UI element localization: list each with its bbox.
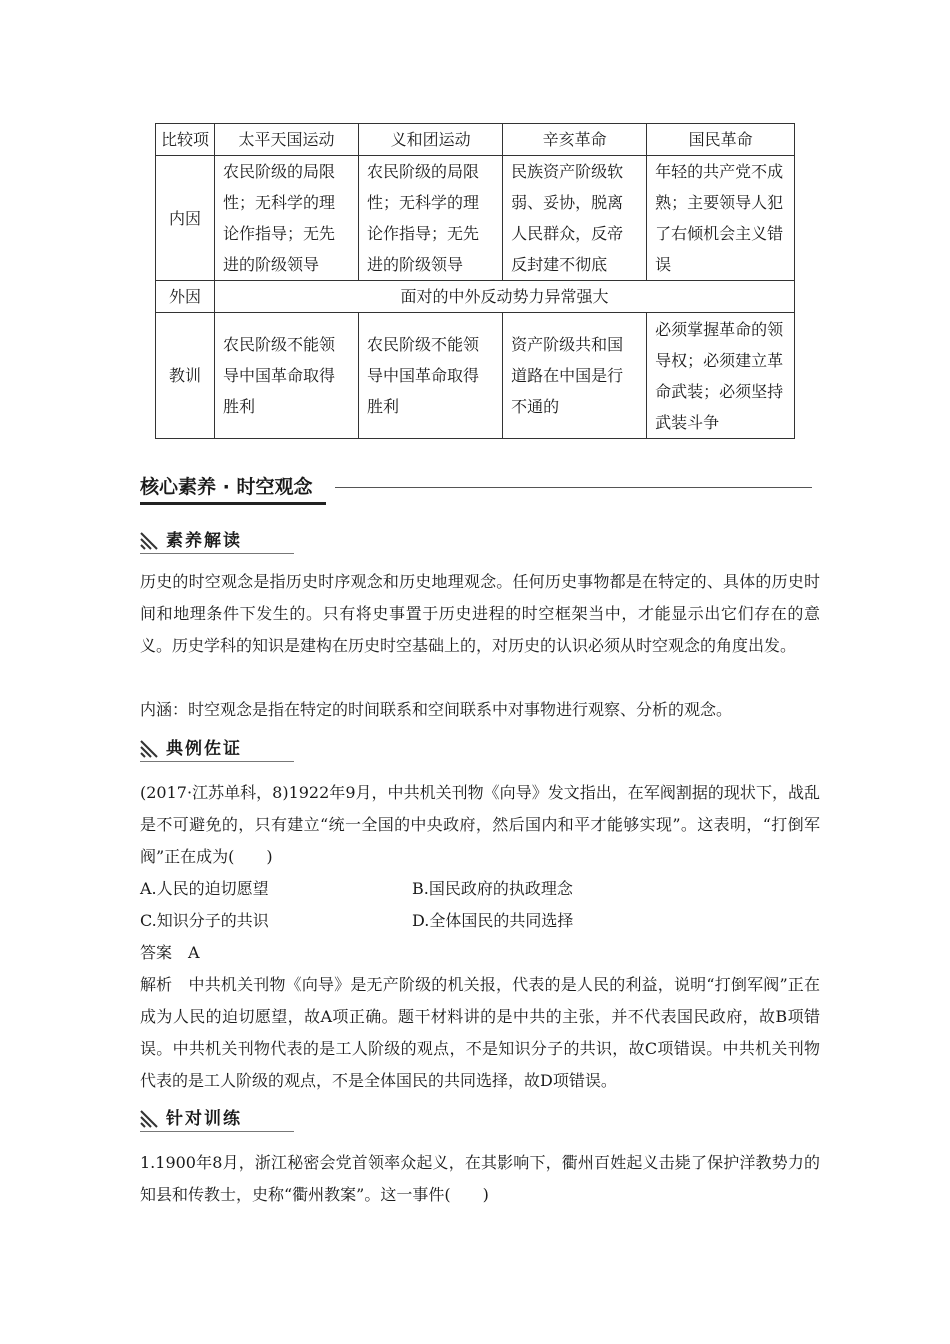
core-literacy-heading [140,474,812,504]
header-cell: 太平天国运动 [215,124,359,156]
example-question: (2017·江苏单科，8)1922年9月，中共机关刊物《向导》发文指出，在军阀割据的现状下，战乱是不可避免的，只有建立“统一全国的中央政府，然后国内和平才能够实现”。这表明，“打倒军阀”正在成为( ) [140,783,820,866]
option-a: A.人民的迫切愿望 [140,879,269,898]
literacy-paragraph: 历史的时空观念是指历史时序观念和历史地理观念。任何历史事物都是在特定的、具体的历史时间和地理条件下发生的。只有将史事置于历史进程的时空框架当中，才能显示出它们存在的意义。历史学科的知识是建构在历史时空基础上的，对历史的认识必须从时空观念的角度出发。 [140,572,820,655]
table-cell: 农民阶级不能领导中国革命取得胜利 [215,313,359,439]
table-cell: 农民阶级的局限性；无科学的理论作指导；无先进的阶级领导 [359,156,503,281]
diagonal-stripes-icon [140,740,158,758]
header-cell: 国民革命 [647,124,795,156]
header-cell: 比较项 [156,124,215,156]
section-heading-example [140,738,294,762]
section-underline [140,553,294,554]
comparison-table [155,123,795,439]
row-label: 教训 [156,313,215,439]
header-cell: 辛亥革命 [503,124,647,156]
table-row [156,281,795,313]
table-row [156,313,795,439]
option-c: C.知识分子的共识 [140,911,269,930]
heading-rule-line [335,487,812,488]
table-cell: 农民阶级不能领导中国革命取得胜利 [359,313,503,439]
header-cell: 义和团运动 [359,124,503,156]
table-cell: 资产阶级共和国道路在中国是行不通的 [503,313,647,439]
analysis-paragraph: 解析 中共机关刊物《向导》是无产阶级的机关报，代表的是人民的利益，说明“打倒军阀”正在成为人民的迫切愿望，故A项正确。题干材料讲的是中共的主张，并不代表国民政府，故B项错误。中共机关刊物代表的是工人阶级的观点，不是知识分子的共识，故C项错误。中共机关刊物代表的是工人阶级的观点，不是全体国民的共同选择，故D项错误。 [140,975,820,1090]
section-underline [140,1131,294,1132]
row-label: 外因 [156,281,215,313]
connotation-paragraph: 内涵：时空观念是指在特定的时间联系和空间联系中对事物进行观察、分析的观念。 [140,700,733,719]
diagonal-stripes-icon [140,532,158,550]
section-title: 素养解读 [166,531,242,551]
table-cell: 必须掌握革命的领导权；必须建立革命武装；必须坚持武装斗争 [647,313,795,439]
heading-underline-bar [140,502,326,505]
table-header-row [156,124,795,156]
table-cell: 年轻的共产党不成熟；主要领导人犯了右倾机会主义错误 [647,156,795,281]
option-d: D.全体国民的共同选择 [412,911,574,930]
section-underline [140,761,294,762]
table-cell: 面对的中外反动势力异常强大 [215,281,795,313]
diagonal-stripes-icon [140,1110,158,1128]
table-cell: 民族资产阶级软弱、妥协，脱离人民群众，反帝反封建不彻底 [503,156,647,281]
section-title: 针对训练 [166,1109,242,1129]
section-heading-training [140,1108,294,1132]
training-question-1: 1.1900年8月，浙江秘密会党首领率众起义，在其影响下，衢州百姓起义击毙了保护洋教势力的知县和传教士，史称“衢州教案”。这一事件( ) [140,1153,820,1204]
answer-line: 答案 A [140,943,200,962]
option-b: B.国民政府的执政理念 [412,879,573,898]
row-label: 内因 [156,156,215,281]
table-row [156,156,795,281]
table-cell: 农民阶级的局限性；无科学的理论作指导；无先进的阶级领导 [215,156,359,281]
core-literacy-title: 核心素养 · 时空观念 [140,476,313,498]
section-heading-literacy [140,530,294,554]
section-title: 典例佐证 [166,739,242,759]
